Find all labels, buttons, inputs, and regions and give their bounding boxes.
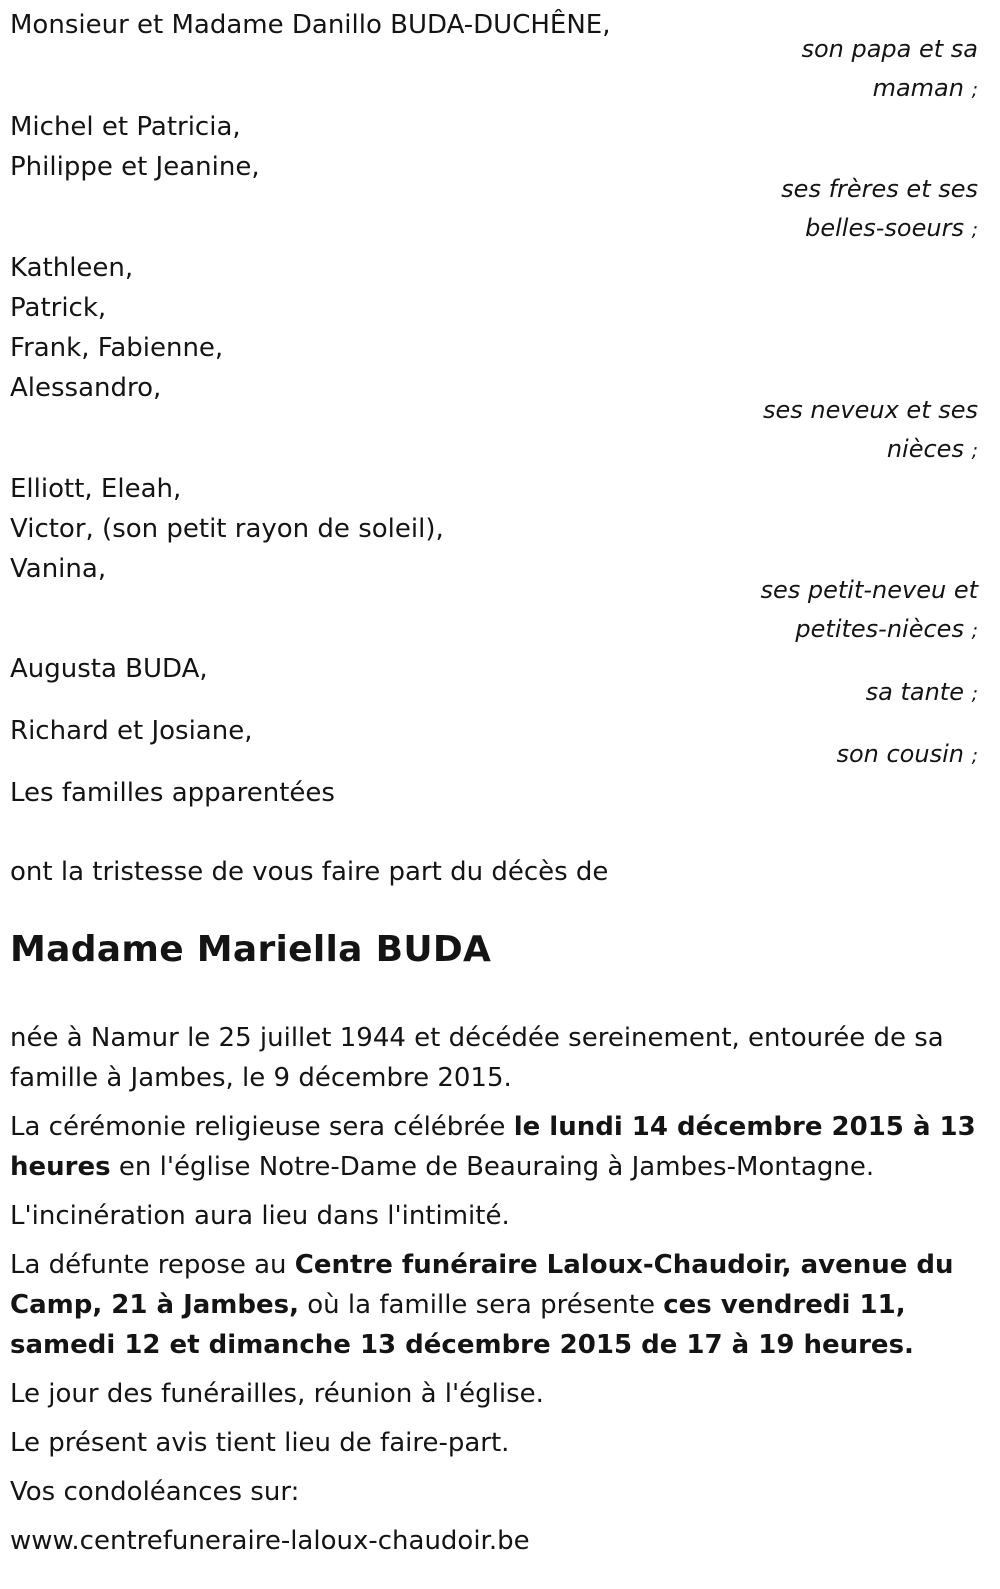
siblings-role-line-1: ses frères et ses [781, 175, 978, 203]
condolences-label: Vos condoléances sur: [10, 1477, 300, 1507]
siblings-role-line-2: belles-soeurs ; [805, 214, 978, 242]
grandnephews-role-line-1: ses petit-neveu et [760, 576, 978, 604]
related-families-line: Les familles apparentées [10, 778, 335, 808]
grandnephew-line: Victor, (son petit rayon de soleil), [10, 514, 444, 544]
nephews-role-line-1: ses neveux et ses [763, 396, 978, 424]
notice-paragraph: Le présent avis tient lieu de faire-part. [10, 1428, 510, 1458]
parents-role-line-2: maman ; [872, 74, 978, 102]
funeral-meeting-paragraph: Le jour des funérailles, réunion à l'église. [10, 1379, 544, 1409]
parents-role-line-1: son papa et sa [801, 35, 978, 63]
parents-line: Monsieur et Madame Danillo BUDA-DUCHÊNE, [10, 10, 611, 40]
nephews-role [10, 391, 978, 471]
ceremony-paragraph: La cérémonie religieuse sera célébrée le lundi 14 décembre 2015 à 13 heures en l'église Notre-Dame de Beauraing à Jambes-Montagne. [10, 1112, 976, 1182]
announcement-line: ont la tristesse de vous faire part du décès de [10, 857, 609, 887]
sibling-line: Philippe et Jeanine, [10, 152, 260, 182]
grandnephew-line: Vanina, [10, 554, 107, 584]
grandnephews-role-line-2: petites-nièces ; [795, 615, 978, 643]
cousin-line: Richard et Josiane, [10, 716, 253, 746]
nephew-line: Kathleen, [10, 253, 134, 283]
siblings-role [10, 170, 978, 250]
condolences-website-link[interactable]: www.centrefuneraire-laloux-chaudoir.be [10, 1526, 530, 1556]
parents-role [10, 30, 978, 110]
nephew-line: Frank, Fabienne, [10, 333, 224, 363]
cousin-role: son cousin ; [836, 740, 978, 768]
birth-death-paragraph: née à Namur le 25 juillet 1944 et décédée sereinement, entourée de sa famille à Jambes, le 9 décembre 2015. [10, 1023, 944, 1093]
aunt-line: Augusta BUDA, [10, 654, 208, 684]
nephew-line: Alessandro, [10, 373, 162, 403]
repose-paragraph: La défunte repose au Centre funéraire Laloux-Chaudoir, avenue du Camp, 21 à Jambes, où la famille sera présente ces vendredi 11, samedi 12 et dimanche 13 décembre 2015 de 17 à 19 heures. [10, 1250, 954, 1360]
sibling-line: Michel et Patricia, [10, 112, 241, 142]
aunt-role: sa tante ; [865, 678, 978, 706]
nephews-role-line-2: nièces ; [886, 435, 978, 463]
deceased-name: Madame Mariella BUDA [10, 929, 492, 970]
nephews-list [10, 248, 223, 408]
nephew-line: Patrick, [10, 293, 107, 323]
grandnephews-role [10, 571, 978, 651]
details-block [10, 1018, 978, 1561]
grandnephew-line: Elliott, Eleah, [10, 474, 182, 504]
cremation-paragraph: L'incinération aura lieu dans l'intimité. [10, 1201, 510, 1231]
